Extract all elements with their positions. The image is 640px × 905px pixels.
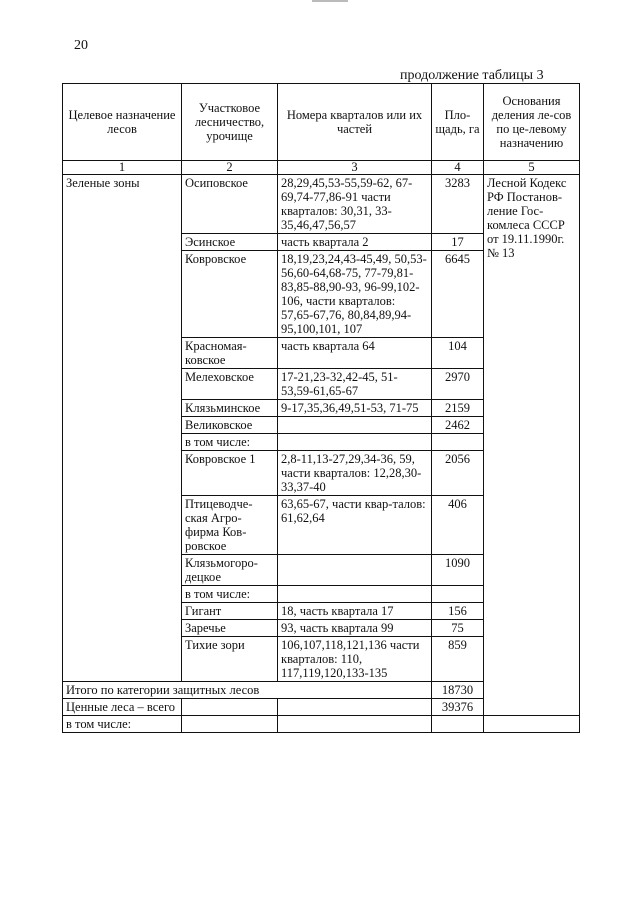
quarter-numbers: 18, часть квартала 17 — [278, 603, 432, 620]
page-number: 20 — [74, 38, 88, 53]
area-value: 1090 — [432, 555, 484, 586]
forest-table — [62, 83, 580, 733]
quarter-numbers: 106,107,118,121,136 части кварталов: 110, 117,119,120,133-135 — [278, 637, 432, 682]
column-number: 1 — [63, 161, 182, 175]
quarter-numbers: 9-17,35,36,49,51-53, 71-75 — [278, 400, 432, 417]
quarter-numbers: 63,65-67, части квар-талов: 61,62,64 — [278, 496, 432, 555]
forestry-name: Ковровское 1 — [182, 451, 278, 496]
forestry-name: Красномая-ковское — [182, 338, 278, 369]
quarter-numbers: 28,29,45,53-55,59-62, 67-69,74-77,86-91 части кварталов: 30,31, 33-35,46,47,56,57 — [278, 175, 432, 234]
area-value: 2970 — [432, 369, 484, 400]
total-label: Итого по категории защитных лесов — [63, 682, 432, 699]
basis-cell: Лесной Кодекс РФ Постанов-ление Гос-комлеса СССР от 19.11.1990г. № 13 — [484, 175, 580, 716]
area-value: 406 — [432, 496, 484, 555]
area-value: 75 — [432, 620, 484, 637]
quarter-numbers — [278, 555, 432, 586]
forestry-name: Эсинское — [182, 234, 278, 251]
forestry-name: в том числе: — [182, 434, 278, 451]
empty-cell — [432, 716, 484, 733]
area-value: 17 — [432, 234, 484, 251]
quarter-numbers — [278, 586, 432, 603]
valuable-incl-row — [63, 716, 580, 733]
valuable-area: 39376 — [432, 699, 484, 716]
area-value — [432, 434, 484, 451]
quarter-numbers: 18,19,23,24,43-45,49, 50,53-56,60-64,68-75, 77-79,81-83,85-88,90-93, 96-99,102-106, части кварталов: 57,65-67,76, 80,84,89,94-95,100,101, 107 — [278, 251, 432, 338]
area-value: 2056 — [432, 451, 484, 496]
quarter-numbers: 17-21,23-32,42-45, 51-53,59-61,65-67 — [278, 369, 432, 400]
empty-cell — [278, 699, 432, 716]
header-area: Пло-щадь, га — [432, 84, 484, 161]
quarter-numbers — [278, 417, 432, 434]
area-value — [432, 586, 484, 603]
column-number-row — [63, 161, 580, 175]
area-value: 104 — [432, 338, 484, 369]
table-continuation-label: продолжение таблицы 3 — [400, 68, 544, 83]
area-value: 6645 — [432, 251, 484, 338]
forestry-name: в том числе: — [182, 586, 278, 603]
valuable-label: Ценные леса – всего — [63, 699, 182, 716]
quarter-numbers: 93, часть квартала 99 — [278, 620, 432, 637]
forestry-name: Осиповское — [182, 175, 278, 234]
forestry-name: Птицеводче-ская Агро-фирма Ков-ровское — [182, 496, 278, 555]
empty-cell — [182, 716, 278, 733]
table-row — [63, 175, 580, 234]
forestry-name: Мелеховское — [182, 369, 278, 400]
quarter-numbers: часть квартала 64 — [278, 338, 432, 369]
quarter-numbers: часть квартала 2 — [278, 234, 432, 251]
forestry-name: Великовское — [182, 417, 278, 434]
forestry-name: Тихие зори — [182, 637, 278, 682]
forestry-name: Клязьминское — [182, 400, 278, 417]
header-purpose: Целевое назначение лесов — [63, 84, 182, 161]
valuable-incl-label: в том числе: — [63, 716, 182, 733]
column-number: 4 — [432, 161, 484, 175]
header-row — [63, 84, 580, 161]
forestry-name: Заречье — [182, 620, 278, 637]
total-area: 18730 — [432, 682, 484, 699]
header-basis: Основания деления ле-сов по це-левому назначению — [484, 84, 580, 161]
area-value: 3283 — [432, 175, 484, 234]
forestry-name: Гигант — [182, 603, 278, 620]
area-value: 2159 — [432, 400, 484, 417]
quarter-numbers: 2,8-11,13-27,29,34-36, 59, части кварталов: 12,28,30-33,37-40 — [278, 451, 432, 496]
scan-mark — [312, 0, 348, 2]
column-number: 3 — [278, 161, 432, 175]
header-forestry: Участковое лесничество, урочище — [182, 84, 278, 161]
quarter-numbers — [278, 434, 432, 451]
area-value: 859 — [432, 637, 484, 682]
forestry-name: Ковровское — [182, 251, 278, 338]
forestry-name: Клязьмогоро-децкое — [182, 555, 278, 586]
empty-cell — [278, 716, 432, 733]
area-value: 2462 — [432, 417, 484, 434]
purpose-cell: Зеленые зоны — [63, 175, 182, 682]
empty-cell — [484, 716, 580, 733]
column-number: 5 — [484, 161, 580, 175]
area-value: 156 — [432, 603, 484, 620]
empty-cell — [182, 699, 278, 716]
column-number: 2 — [182, 161, 278, 175]
header-quarters: Номера кварталов или их частей — [278, 84, 432, 161]
